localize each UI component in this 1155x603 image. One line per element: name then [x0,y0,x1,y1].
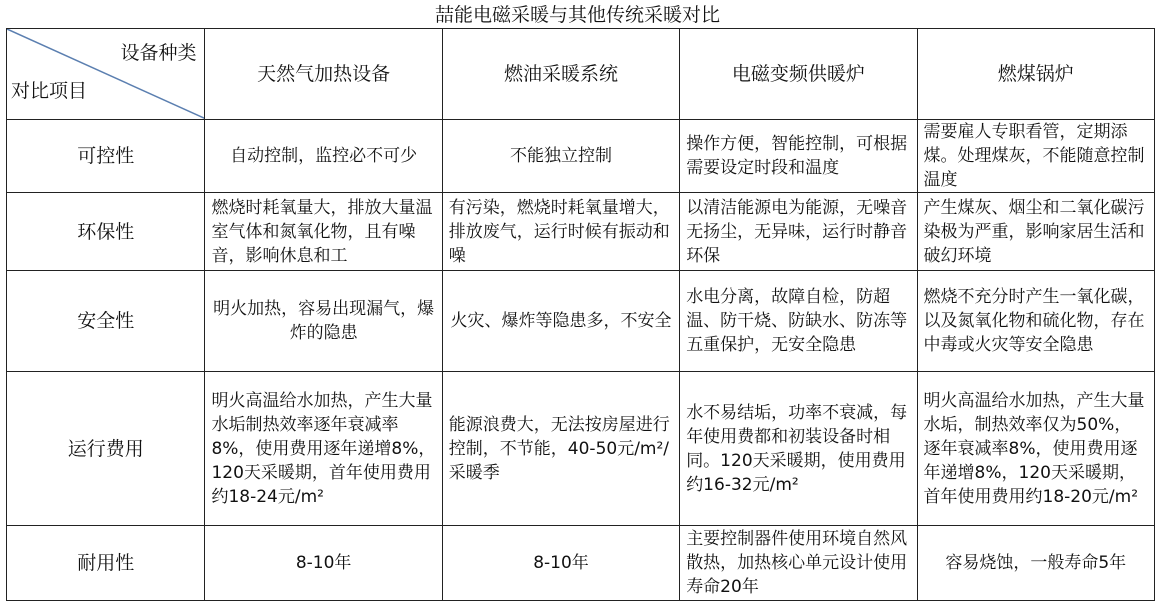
table-cell: 主要控制器件使用环境自然风散热，加热核心单元设计使用寿命20年 [680,526,917,601]
column-header: 燃油采暖系统 [442,29,679,120]
table-cell: 有污染，燃烧时耗氧量增大，排放废气，运行时候有振动和噪 [442,193,679,271]
row-label: 运行费用 [7,372,205,526]
table-cell: 能源浪费大，无法按房屋进行控制，不节能，40-50元/m²/采暖季 [442,372,679,526]
row-label: 安全性 [7,271,205,372]
table-row [7,271,1155,372]
table-cell: 火灾、爆炸等隐患多，不安全 [442,271,679,372]
table-cell: 8-10年 [442,526,679,601]
row-label: 可控性 [7,120,205,193]
row-label: 环保性 [7,193,205,271]
table-row [7,193,1155,271]
column-header: 电磁变频供暖炉 [680,29,917,120]
comparison-table [6,28,1155,601]
corner-label-device-type: 设备种类 [120,42,197,64]
column-header: 燃煤锅炉 [917,29,1154,120]
table-row [7,372,1155,526]
table-cell: 产生煤灰、烟尘和二氧化碳污染极为严重，影响家居生活和破幻环境 [917,193,1154,271]
table-cell: 明火加热，容易出现漏气，爆炸的隐患 [205,271,442,372]
table-row [7,526,1155,601]
table-cell: 水不易结垢，功率不衰减，每年使用费都和初装设备时相同。120天采暖期，使用费用约16-32元/m² [680,372,917,526]
table-cell: 明火高温给水加热，产生大量水垢制热效率逐年衰减率8%，使用费用逐年递增8%，120天采暖期，首年使用费用约18-24元/m² [205,372,442,526]
table-cell: 燃烧不充分时产生一氧化碳，以及氮氧化物和硫化物，存在中毒或火灾等安全隐患 [917,271,1154,372]
corner-label-comparison-item: 对比项目 [11,80,88,102]
table-cell: 自动控制，监控必不可少 [205,120,442,193]
table-cell: 以清洁能源电为能源，无噪音无扬尘，无异味，运行时静音环保 [680,193,917,271]
table-cell: 明火高温给水加热，产生大量水垢，制热效率仅为50%，逐年衰减率8%，使用费用逐年递增8%，120天采暖期，首年使用费用约18-20元/m² [917,372,1154,526]
table-cell: 水电分离，故障自检，防超温、防干烧、防缺水、防冻等五重保护，无安全隐患 [680,271,917,372]
table-header-row [7,29,1155,120]
table-cell: 需要雇人专职看管，定期添煤。处理煤灰，不能随意控制温度 [917,120,1154,193]
row-label: 耐用性 [7,526,205,601]
table-cell: 容易烧蚀，一般寿命5年 [917,526,1154,601]
table-cell: 8-10年 [205,526,442,601]
table-row [7,120,1155,193]
table-cell: 燃烧时耗氧量大，排放大量温室气体和氮氧化物，且有噪音，影响休息和工 [205,193,442,271]
corner-header-cell [7,29,205,120]
table-cell: 操作方便，智能控制，可根据需要设定时段和温度 [680,120,917,193]
table-title: 喆能电磁采暖与其他传统采暖对比 [434,4,720,26]
table-cell: 不能独立控制 [442,120,679,193]
column-header: 天然气加热设备 [205,29,442,120]
